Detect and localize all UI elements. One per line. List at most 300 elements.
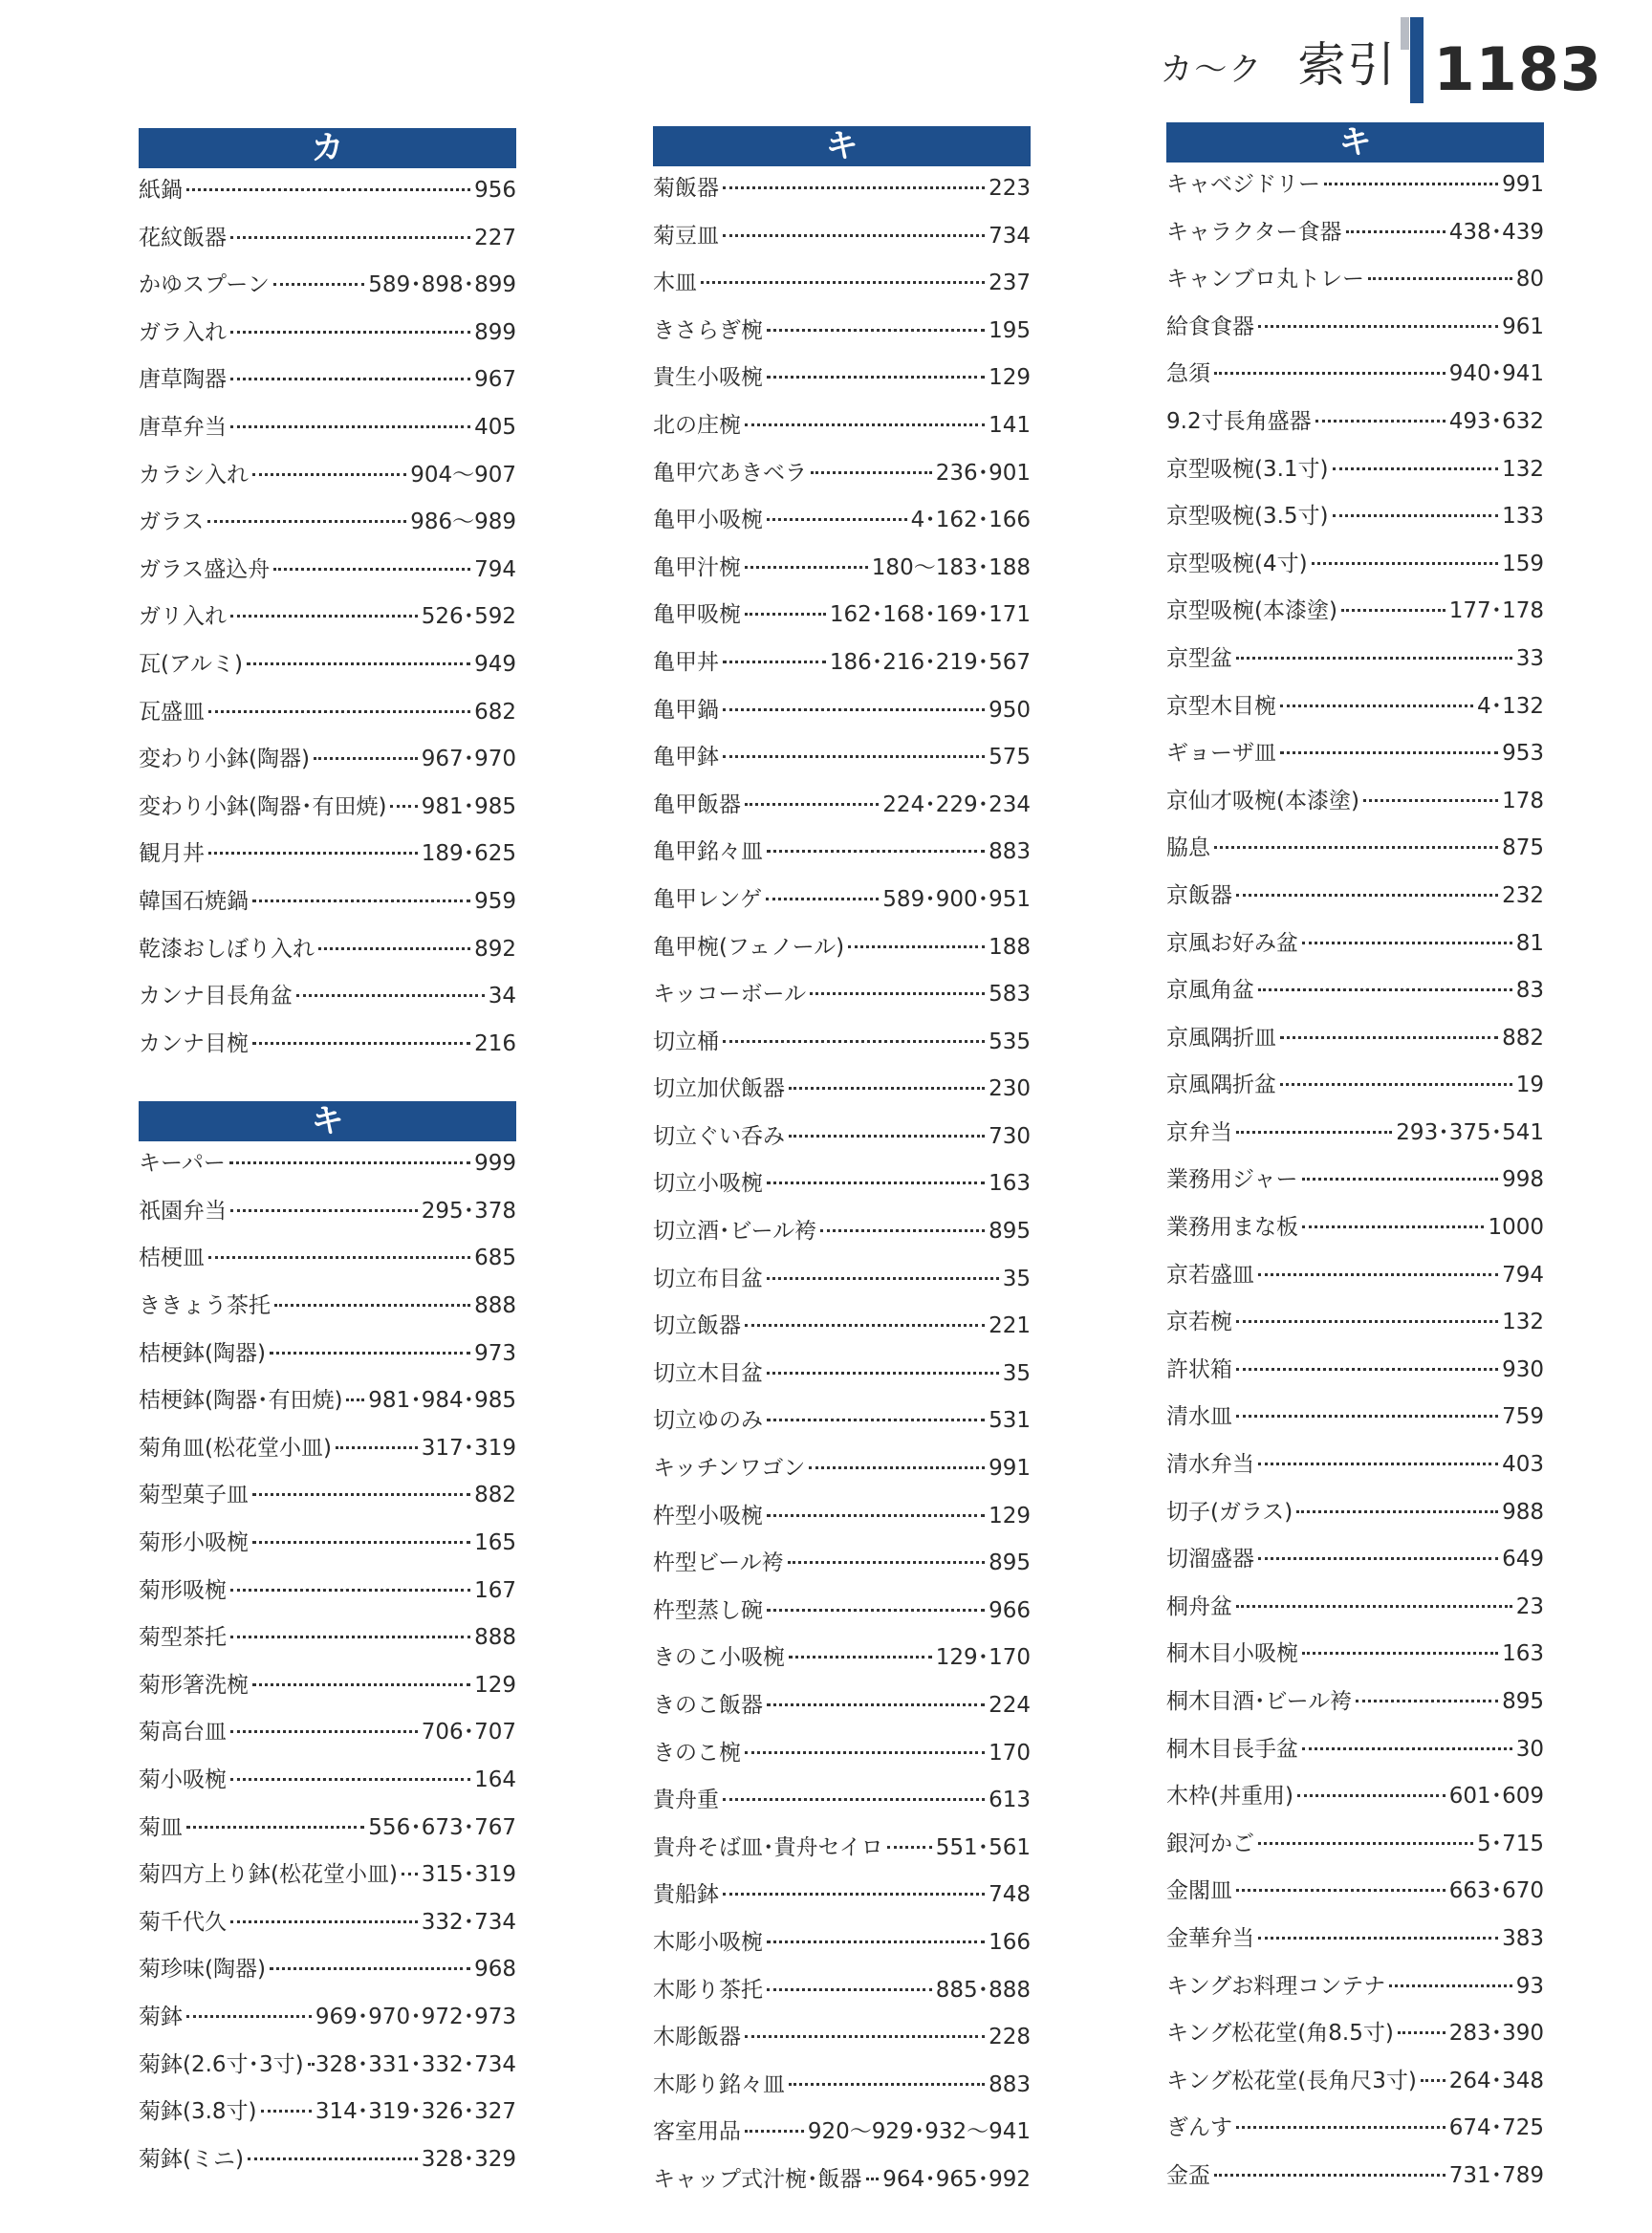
entry-pages: 961: [1502, 314, 1544, 339]
leader-dots: [789, 1656, 932, 1658]
entry-pages: 188: [989, 934, 1031, 960]
leader-dots: [230, 1730, 418, 1733]
leader-dots: [810, 992, 985, 995]
entry-name: 清水皿: [1166, 1404, 1232, 1430]
entry-name: 京飯器: [1166, 882, 1232, 908]
entry-name: 亀甲飯器: [653, 791, 741, 817]
entry-name: キャップ式汁椀･飯器: [653, 2166, 862, 2192]
leader-dots: [230, 331, 470, 334]
index-entry: [139, 694, 516, 742]
entry-name: 亀甲レンゲ: [653, 886, 762, 912]
leader-dots: [745, 1751, 985, 1754]
entry-name: 給食食器: [1166, 314, 1254, 339]
entry-pages: 438･439: [1448, 219, 1544, 245]
leader-dots: [1236, 1131, 1392, 1134]
entry-pages: 685: [474, 1246, 516, 1271]
leader-dots: [229, 1161, 470, 1164]
entry-pages: 170: [989, 1740, 1031, 1766]
index-entry: [653, 1830, 1031, 1877]
entry-name: キング松花堂(角8.5寸): [1166, 2021, 1394, 2047]
index-entry: [1166, 640, 1544, 688]
entry-pages: 551･561: [935, 1834, 1031, 1860]
index-column-1: [139, 128, 516, 2188]
entry-name: 杵型ビール袴: [653, 1550, 784, 1576]
entry-name: 菊形吸椀: [139, 1577, 227, 1603]
index-entry: [1166, 1067, 1544, 1115]
entry-name: 業務用ジャー: [1166, 1167, 1298, 1193]
entry-pages: 4･132: [1476, 693, 1544, 719]
entry-pages: 264･348: [1448, 2068, 1544, 2093]
index-entry: [1166, 1398, 1544, 1446]
leader-dots: [1236, 2126, 1446, 2129]
entry-pages: 189･625: [421, 841, 516, 867]
leader-dots: [296, 994, 485, 997]
index-entry: [139, 552, 516, 599]
entry-pages: 613: [989, 1788, 1031, 1813]
leader-dots: [1312, 562, 1499, 565]
entry-name: 業務用まな板: [1166, 1215, 1298, 1241]
entry-pages: 682: [474, 699, 516, 725]
index-entry: [139, 1026, 516, 1073]
entry-pages: 748: [989, 1882, 1031, 1908]
entry-name: 切立ゆのみ: [653, 1408, 763, 1434]
entry-name: カンナ目長角盆: [139, 984, 293, 1009]
entry-pages: 904～907: [410, 462, 516, 488]
entry-pages: 663･670: [1448, 1878, 1544, 1904]
entry-name: 菊鉢(2.6寸･3寸): [139, 2051, 304, 2077]
leader-dots: [1258, 988, 1512, 991]
entry-pages: 129･170: [935, 1645, 1031, 1671]
entry-pages: 981･984･985: [368, 1388, 516, 1414]
entry-name: 京仙才吸椀(本漆塗): [1166, 788, 1359, 813]
entry-name: カンナ目椀: [139, 1030, 249, 1056]
entry-name: 木彫り銘々皿: [653, 2071, 785, 2097]
entry-pages: 163: [989, 1171, 1031, 1197]
entry-name: かゆスプーン: [139, 272, 270, 298]
leader-dots: [273, 283, 364, 286]
index-entry: [139, 1572, 516, 1620]
entry-name: 杵型小吸椀: [653, 1503, 763, 1528]
leader-dots: [866, 2178, 880, 2180]
leader-dots: [230, 1209, 418, 1212]
leader-dots: [1280, 705, 1473, 707]
entry-name: 京型木目椀: [1166, 693, 1276, 719]
entry-name: 桐木目小吸椀: [1166, 1641, 1298, 1667]
section-heading: キ: [1166, 122, 1544, 163]
index-entry: [653, 1876, 1031, 1924]
leader-dots: [270, 1967, 470, 1970]
leader-dots: [767, 1277, 999, 1280]
entry-name: 菊豆皿: [653, 223, 719, 249]
leader-dots: [1302, 1225, 1484, 1228]
index-entry: [653, 2114, 1031, 2161]
entry-pages: 649: [1502, 1547, 1544, 1572]
index-entry: [1166, 166, 1544, 214]
leader-dots: [1356, 1700, 1498, 1702]
entry-pages: 35: [1002, 1266, 1031, 1291]
entry-name: 京型盆: [1166, 645, 1232, 671]
entry-pages: 535: [989, 1029, 1031, 1054]
entry-pages: 224･229･234: [882, 791, 1031, 817]
leader-dots: [767, 376, 985, 379]
entry-pages: 730: [989, 1123, 1031, 1149]
entry-name: 桔梗鉢(陶器･有田焼): [139, 1388, 343, 1414]
leader-dots: [273, 568, 470, 571]
index-entry: [653, 1261, 1031, 1309]
entry-name: 切立木目盆: [653, 1360, 763, 1386]
entry-name: 金閣皿: [1166, 1878, 1232, 1904]
leader-dots: [308, 2063, 312, 2066]
leader-dots: [745, 1324, 985, 1327]
index-entry: [139, 220, 516, 268]
index-entry: [653, 1639, 1031, 1687]
leader-dots: [208, 710, 470, 713]
index-label: 索引: [1297, 37, 1398, 93]
leader-dots: [723, 234, 985, 237]
entry-name: 菊鉢(3.8寸): [139, 2099, 257, 2125]
index-entry: [1166, 546, 1544, 594]
entry-pages: 949: [474, 651, 516, 677]
index-entry: [139, 1762, 516, 1810]
leader-dots: [1258, 1463, 1498, 1465]
entry-pages: 178: [1502, 788, 1544, 813]
index-entry: [653, 313, 1031, 360]
page-number: 1183: [1433, 34, 1602, 104]
index-entry: [139, 978, 516, 1026]
leader-dots: [1236, 1605, 1512, 1608]
leader-dots: [745, 566, 868, 569]
leader-dots: [270, 1352, 470, 1355]
entry-pages: 167: [474, 1577, 516, 1603]
index-entry: [653, 502, 1031, 550]
leader-dots: [402, 1873, 418, 1875]
leader-dots: [314, 757, 418, 760]
entry-pages: 883: [989, 2071, 1031, 2097]
entry-pages: 895: [989, 1219, 1031, 1245]
leader-dots: [252, 1683, 470, 1686]
entry-pages: 34: [488, 984, 516, 1009]
index-entry: [653, 644, 1031, 692]
entry-pages: 589･898･899: [368, 272, 516, 298]
index-entry: [653, 1782, 1031, 1830]
index-entry: [1166, 498, 1544, 546]
entry-pages: 166: [989, 1929, 1031, 1955]
entry-name: 瓦盛皿: [139, 699, 205, 725]
entry-pages: 882: [474, 1483, 516, 1508]
index-entry: [653, 359, 1031, 407]
entry-pages: 30: [1515, 1736, 1544, 1762]
entry-name: 木皿: [653, 271, 697, 296]
leader-dots: [767, 1703, 985, 1706]
entry-name: キーパー: [139, 1151, 226, 1177]
index-entry: [139, 1619, 516, 1667]
entry-pages: 589･900･951: [882, 886, 1031, 912]
index-entry: [653, 1687, 1031, 1735]
entry-name: 京風角盆: [1166, 978, 1254, 1004]
entry-pages: 930: [1502, 1356, 1544, 1382]
entry-name: 銀河かご: [1166, 1831, 1254, 1856]
leader-dots: [186, 1826, 364, 1829]
index-entry: [1166, 2110, 1544, 2157]
leader-dots: [788, 1561, 985, 1564]
leader-dots: [767, 1609, 985, 1612]
entry-name: 亀甲小吸椀: [653, 508, 763, 533]
leader-dots: [723, 708, 985, 711]
leader-dots: [1236, 1368, 1498, 1371]
entry-name: 切立飯器: [653, 1313, 741, 1339]
entry-name: 菊小吸椀: [139, 1767, 227, 1792]
entry-name: 菊飯器: [653, 176, 719, 201]
index-entry: [139, 598, 516, 646]
entry-name: きのこ小吸椀: [653, 1645, 785, 1671]
leader-dots: [230, 236, 470, 239]
leader-dots: [336, 1446, 418, 1449]
index-entry: [139, 1856, 516, 1904]
leader-dots: [767, 1419, 985, 1421]
index-entry: [1166, 2157, 1544, 2205]
index-entry: [1166, 1589, 1544, 1637]
leader-dots: [848, 945, 985, 948]
entry-pages: 882: [1502, 1025, 1544, 1051]
entry-pages: 328･331･332･734: [315, 2051, 516, 2077]
entry-pages: 885･888: [935, 1977, 1031, 2003]
entry-name: 菊鉢: [139, 2004, 183, 2029]
index-entry: [139, 361, 516, 409]
index-entry: [653, 976, 1031, 1024]
leader-dots: [767, 1514, 985, 1517]
entry-name: 京型吸椀(3.5寸): [1166, 504, 1329, 530]
entry-pages: 19: [1515, 1073, 1544, 1098]
entry-pages: 195: [989, 317, 1031, 343]
index-entry: [139, 1714, 516, 1762]
entry-name: 清水弁当: [1166, 1452, 1254, 1478]
entry-pages: 132: [1502, 1310, 1544, 1335]
leader-dots: [230, 1589, 470, 1592]
leader-dots: [1389, 1984, 1511, 1987]
leader-dots: [1258, 1937, 1498, 1940]
entry-name: 亀甲銘々皿: [653, 839, 763, 865]
entry-name: 亀甲鍋: [653, 697, 719, 723]
index-entry: [653, 1593, 1031, 1640]
entry-pages: 283･390: [1448, 2021, 1544, 2047]
leader-dots: [1333, 467, 1499, 470]
entry-name: 切立桶: [653, 1029, 719, 1054]
entry-pages: 132: [1502, 456, 1544, 482]
index-entry: [139, 1667, 516, 1715]
entry-pages: 159: [1502, 551, 1544, 576]
entry-name: 京型吸椀(4寸): [1166, 551, 1308, 576]
index-entry: [1166, 309, 1544, 357]
leader-dots: [767, 1372, 999, 1375]
index-entry: [139, 1904, 516, 1952]
index-entry: [1166, 1778, 1544, 1826]
leader-dots: [1258, 1273, 1498, 1276]
index-entry: [139, 741, 516, 789]
index-entry: [139, 2093, 516, 2141]
leader-dots: [767, 1988, 932, 1991]
index-entry: [1166, 1541, 1544, 1589]
section-heading: キ: [139, 1101, 516, 1141]
entry-name: 許状箱: [1166, 1356, 1232, 1382]
entry-pages: 731･789: [1448, 2162, 1544, 2188]
leader-dots: [767, 850, 985, 853]
index-entry: [1166, 830, 1544, 878]
index-entry: [139, 1382, 516, 1430]
entry-name: 木彫り茶托: [653, 1977, 763, 2003]
entry-name: 北の庄椀: [653, 412, 741, 438]
entry-name: 紙鍋: [139, 178, 183, 203]
entry-pages: 734: [989, 223, 1031, 249]
leader-dots: [767, 518, 907, 521]
index-entry: [653, 218, 1031, 266]
index-entry: [139, 835, 516, 883]
index-entry: [653, 1118, 1031, 1166]
leader-dots: [208, 1256, 470, 1259]
index-entry: [1166, 1257, 1544, 1305]
leader-dots: [390, 805, 417, 808]
index-entry: [653, 787, 1031, 835]
entry-name: キャンブロ丸トレー: [1166, 267, 1364, 293]
index-entry: [1166, 2063, 1544, 2111]
entry-pages: 295･378: [421, 1198, 516, 1224]
index-entry: [653, 881, 1031, 929]
index-entry: [1166, 735, 1544, 783]
index-entry: [1166, 925, 1544, 973]
entry-pages: 23: [1515, 1593, 1544, 1619]
leader-dots: [252, 1541, 470, 1544]
entry-pages: 759: [1502, 1404, 1544, 1430]
entry-name: 菊角皿(松花堂小皿): [139, 1435, 332, 1461]
header-accent-bar: [1410, 17, 1424, 103]
leader-dots: [1258, 1557, 1498, 1560]
entry-pages: 83: [1515, 978, 1544, 1004]
entry-pages: 888: [474, 1293, 516, 1319]
entry-name: 桔梗皿: [139, 1246, 205, 1271]
index-entry: [653, 1972, 1031, 2020]
entry-name: 唐草弁当: [139, 414, 227, 440]
index-entry: [1166, 214, 1544, 262]
entry-name: ガラ入れ: [139, 319, 227, 345]
index-entry: [653, 1735, 1031, 1783]
leader-dots: [809, 1466, 985, 1469]
entry-pages: 383: [1502, 1925, 1544, 1951]
leader-dots: [1236, 1415, 1498, 1418]
entry-pages: 237: [989, 271, 1031, 296]
entry-name: 杵型蒸し碗: [653, 1597, 763, 1623]
page-header: [1160, 27, 1602, 103]
leader-dots: [1280, 1036, 1498, 1039]
index-entry: [139, 883, 516, 931]
entry-pages: 1000: [1488, 1215, 1544, 1241]
entry-name: 金華弁当: [1166, 1925, 1254, 1951]
index-entry: [653, 1071, 1031, 1118]
leader-dots: [261, 2110, 312, 2113]
entry-name: キングお料理コンテナ: [1166, 1973, 1386, 1999]
entry-pages: 232: [1502, 882, 1544, 908]
entry-pages: 4･162･166: [910, 508, 1031, 533]
index-entry: [139, 646, 516, 694]
entry-pages: 35: [1002, 1360, 1031, 1386]
entry-name: 菊四方上り鉢(松花堂小皿): [139, 1862, 398, 1888]
leader-dots: [230, 1920, 418, 1923]
entry-name: キャベジドリー: [1166, 172, 1320, 197]
index-entry: [139, 1240, 516, 1288]
leader-dots: [1363, 799, 1498, 802]
entry-pages: 403: [1502, 1452, 1544, 1478]
entry-pages: 986～989: [410, 509, 516, 535]
entry-pages: 186･216･219･567: [829, 649, 1031, 675]
entry-pages: 794: [1502, 1262, 1544, 1288]
entry-pages: 875: [1502, 835, 1544, 861]
index-column-2: [653, 126, 1031, 2209]
index-entry: [1166, 688, 1544, 736]
entry-pages: 133: [1502, 504, 1544, 530]
index-entry: [1166, 356, 1544, 403]
entry-name: 貴舟重: [653, 1788, 719, 1813]
index-entry: [139, 172, 516, 220]
leader-dots: [723, 1798, 985, 1801]
index-entry: [1166, 1209, 1544, 1257]
entry-pages: 950: [989, 697, 1031, 723]
leader-dots: [1398, 2031, 1446, 2034]
index-entry: [653, 929, 1031, 977]
entry-name: 菊皿: [139, 1814, 183, 1840]
index-entry: [139, 1810, 516, 1857]
leader-dots: [186, 2015, 312, 2018]
entry-name: 菊珍味(陶器): [139, 1957, 266, 1983]
entry-pages: 556･673･767: [368, 1814, 516, 1840]
entry-name: 桔梗鉢(陶器): [139, 1340, 266, 1366]
entry-pages: 165: [474, 1530, 516, 1556]
entry-name: キング松花堂(長角尺3寸): [1166, 2068, 1417, 2093]
leader-dots: [789, 1135, 985, 1138]
index-entry: [139, 2047, 516, 2094]
entry-name: 切立加伏飯器: [653, 1076, 785, 1102]
leader-dots: [1236, 1889, 1446, 1892]
entry-pages: 236･901: [935, 460, 1031, 486]
leader-dots: [745, 803, 879, 806]
entry-name: ガリ入れ: [139, 604, 227, 630]
leader-dots: [1258, 325, 1498, 328]
section-gap: [139, 1073, 516, 1101]
index-range: カ～ク: [1160, 51, 1264, 89]
entry-pages: 899: [474, 319, 516, 345]
entry-name: 変わり小鉢(陶器): [139, 747, 310, 772]
index-entry: [653, 692, 1031, 740]
entry-pages: 81: [1515, 930, 1544, 956]
entry-pages: 141: [989, 412, 1031, 438]
index-entry: [1166, 1920, 1544, 1968]
index-entry: [139, 1335, 516, 1383]
entry-name: 瓦(アルミ): [139, 651, 244, 677]
leader-dots: [1214, 2174, 1446, 2177]
leader-dots: [1280, 751, 1498, 754]
leader-dots: [208, 852, 418, 855]
index-entry: [139, 1525, 516, 1572]
entry-name: 桐木目長手盆: [1166, 1736, 1298, 1762]
index-entry: [1166, 1304, 1544, 1352]
leader-dots: [1258, 1842, 1473, 1845]
entry-name: 切溜盛器: [1166, 1547, 1254, 1572]
entry-name: 京風隅折皿: [1166, 1025, 1276, 1051]
entry-pages: 216: [474, 1030, 516, 1056]
entry-name: ガラス盛込舟: [139, 556, 271, 582]
entry-pages: 967･970: [421, 747, 516, 772]
entry-pages: 230: [989, 1076, 1031, 1102]
entry-name: 切立酒･ビール袴: [653, 1219, 817, 1245]
entry-pages: 991: [989, 1456, 1031, 1482]
index-entry: [1166, 783, 1544, 831]
